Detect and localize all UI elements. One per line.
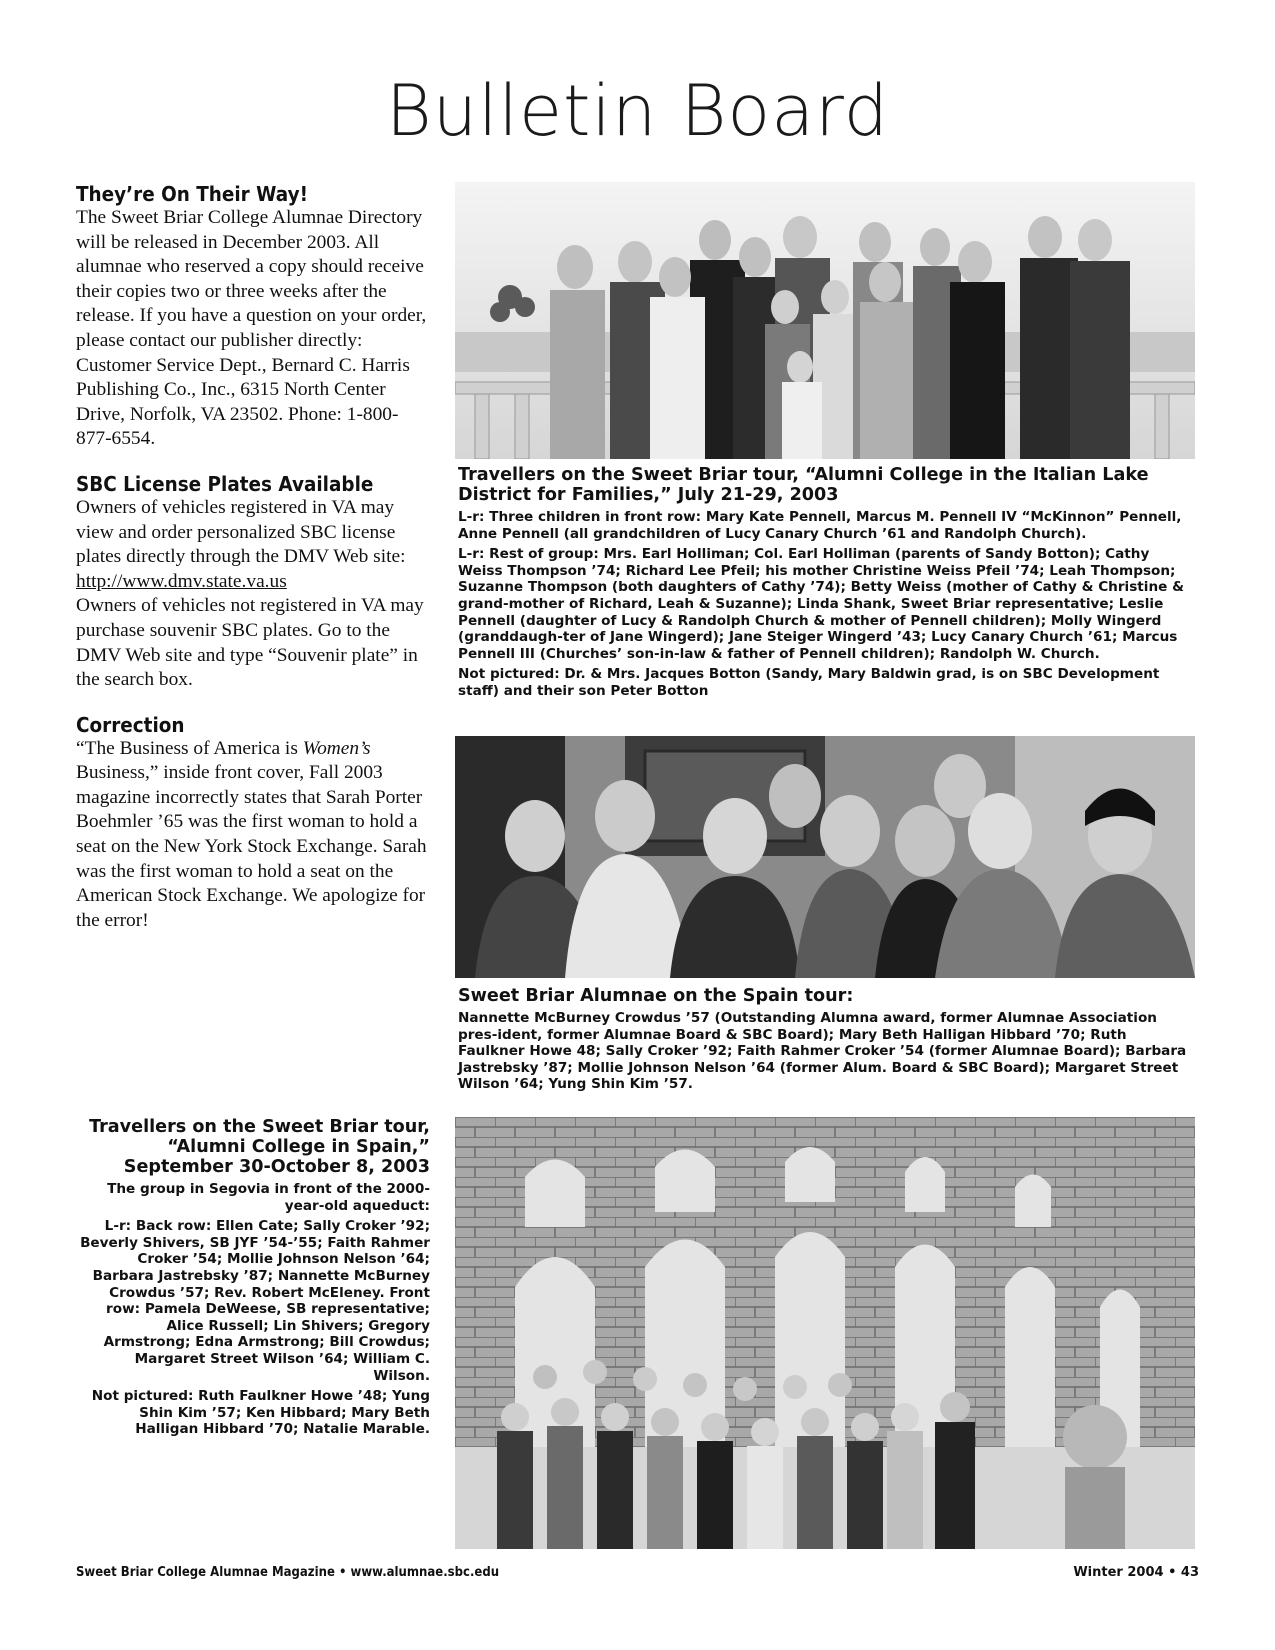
section-heading: Correction [76, 712, 185, 737]
footer-issue-page: Winter 2004 • 43 [1073, 1565, 1199, 1580]
photo-segovia-group [455, 1117, 1195, 1549]
caption-text: L-r: Rest of group: Mrs. Earl Holliman; Col. Earl Holliman (parents of Sandy Botton); Cathy Weiss Thompson ’74; Richard Lee Pfeil; his mother Christine Weiss Pfeil ’74; Leah Thompson; Suzanne Thompson (both daughters of Cathy ’74); Betty Weiss (mother of Cathy & Christine & grand-mother of Richard, Leah & Suzanne); Linda Shank, Sweet Briar representative; Leslie Pennell (daughter of Lucy & Randolph Church & mother of Pennell children); Molly Wingerd (granddaugh-ter of Jane Wingerd); Jane Steiger Wingerd ’43; Lucy Canary Church ’61; Marcus Pennell III (Churches’ son-in-law & father of Pennell children); Randolph W. Church. [458, 546, 1184, 662]
caption-text: The group in Segovia in front of the 2000-year-old aqueduct: [107, 1181, 430, 1214]
section-heading: They’re On Their Way! [76, 182, 309, 206]
page-footer [76, 1565, 1199, 1585]
section-correction [76, 713, 431, 934]
caption-title: Travellers on the Sweet Briar tour, “Alumni College in Spain,” September 30-October 8, 2003 [89, 1117, 430, 1177]
photo-italy-group [455, 182, 1195, 459]
body-text: Business,” inside front cover, Fall 2003 magazine incorrectly states that Sarah Porter Boehmler ’65 was the first woman to hold a seat on the New York Stock Exchange. Sarah was the first woman to hold a seat on the American Stock Exchange. We apologize for the error! [76, 762, 427, 931]
page-title: Bulletin Board [385, 70, 890, 152]
caption-title: Sweet Briar Alumnae on the Spain tour: [458, 986, 854, 1006]
caption-spain [458, 986, 1193, 1097]
section-body [76, 737, 431, 934]
body-text: “The Business of America is [76, 737, 303, 759]
photo-segovia-image [455, 1117, 1195, 1549]
caption-text: Nannette McBurney Crowdus ’57 (Outstanding Alumna award, former Alumnae Association pres-ident, former Alumnae Board & SBC Board); Mary Beth Halligan Hibbard ’70; Ruth Faulkner Howe 48; Sally Croker ’92; Faith Rahmer Croker ’54 (former Alumnae Board); Barbara Jastrebsky ’87; Mollie Johnson Nelson ’64 (former Alum. Board & SBC Board); Margaret Street Wilson ’64; Yung Shin Kim ’57. [458, 1010, 1187, 1093]
caption-segovia [80, 1117, 430, 1442]
caption-title: Travellers on the Sweet Briar tour, “Alumni College in the Italian Lake District for Families,” July 21-29, 2003 [458, 465, 1149, 505]
caption-text: Not pictured: Dr. & Mrs. Jacques Botton (Sandy, Mary Baldwin grad, is on SBC Development staff) and their son Peter Botton [458, 666, 1160, 699]
section-directory [76, 182, 431, 452]
body-text-italic: Women’s [302, 737, 371, 759]
caption-italy [458, 465, 1193, 704]
section-heading: SBC License Plates Available [76, 471, 374, 496]
body-text: Owners of vehicles registered in VA may view and order personalized SBC license plates directly through the DMV Web site: [76, 496, 406, 568]
body-text: Owners of vehicles not registered in VA may purchase souvenir SBC plates. Go to the DMV Web site and type “Souvenir plate” in the search box. [76, 595, 424, 691]
photo-italy-image [455, 182, 1195, 459]
section-body [76, 496, 431, 693]
section-body: The Sweet Briar College Alumnae Directory will be released in December 2003. All alumnae who reserved a copy should receive their copies two or three weeks after the release. If you have a question on your order, please contact our publisher directly: Customer Service Dept., Bernard C. Harris Publishing Co., Inc., 6315 North Center Drive, Norfolk, VA 23502. Phone: 1-800-877-6554. [76, 207, 427, 450]
footer-publication: Sweet Briar College Alumnae Magazine • www.alumnae.sbc.edu [76, 1565, 500, 1580]
photo-spain-group [455, 736, 1195, 978]
photo-spain-image [455, 736, 1195, 978]
section-license-plates [76, 472, 431, 693]
left-column [76, 182, 431, 953]
caption-text: L-r: Three children in front row: Mary Kate Pennell, Marcus M. Pennell IV “McKinnon” Pennell, Anne Pennell (all grandchildren of Lucy Canary Church ’61 and Randolph Church). [458, 509, 1182, 542]
caption-text: Not pictured: Ruth Faulkner Howe ’48; Yung Shin Kim ’57; Ken Hibbard; Mary Beth Halligan Hibbard ’70; Natalie Marable. [91, 1388, 430, 1438]
dmv-link[interactable]: http://www.dmv.state.va.us [76, 570, 287, 592]
caption-text: L-r: Back row: Ellen Cate; Sally Croker ’92; Beverly Shivers, SB JYF ’54-’55; Faith Rahmer Croker ’54; Mollie Johnson Nelson ’64; Barbara Jastrebsky ’87; Nannette McBurney Crowdus ’57; Rev. Robert McEleney. Front row: Pamela DeWeese, SB representative; Alice Russell; Lin Shivers; Gregory Armstrong; Edna Armstrong; Bill Crowdus; Margaret Street Wilson ’64; William C. Wilson. [80, 1218, 430, 1384]
